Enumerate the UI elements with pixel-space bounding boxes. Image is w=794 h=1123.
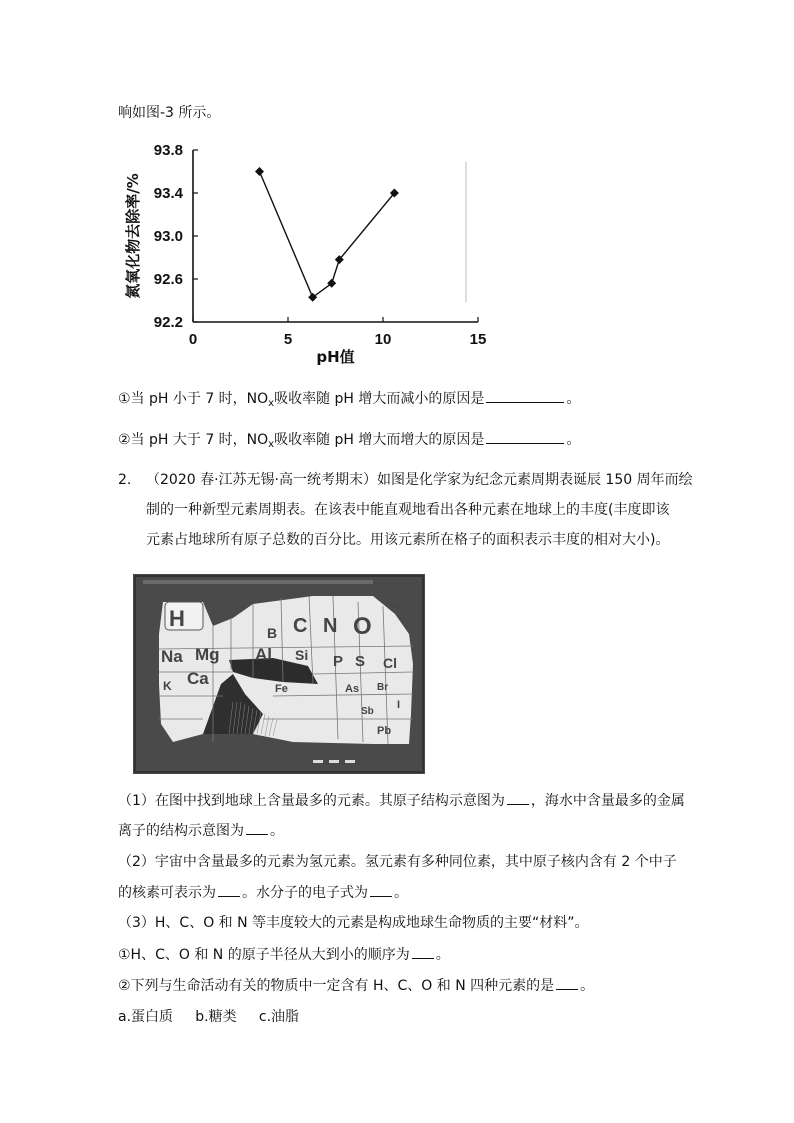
element-symbol: C	[293, 615, 308, 637]
x-tick-label: 10	[374, 331, 392, 348]
q1-item-1	[118, 388, 580, 414]
sub2-line-2-text-c: 。	[394, 885, 408, 901]
q2-line-2: 制的一种新型元素周期表。在该表中能直观地看出各种元素在地球上的丰度(丰度即该	[146, 502, 670, 518]
answer-blank[interactable]	[486, 388, 564, 403]
q2-line-1: （2020 春·江苏无锡·高一统考期末）如图是化学家为纪念元素周期表诞辰 150 周年而绘	[146, 472, 693, 488]
sub3-item-1-text: ①H、C、O 和 N 的原子半径从大到小的顺序为	[118, 947, 410, 963]
q2-line-3: 元素占地球所有原子总数的百分比。用该元素所在格子的面积表示丰度的相对大小)。	[146, 532, 670, 548]
sub2-line-1: （2）宇宙中含量最多的元素为氢元素。氢元素有多种同位素，其中原子核内含有 2 个中子	[118, 854, 677, 870]
element-symbol: N	[323, 615, 338, 637]
sub1-line-2	[118, 820, 284, 841]
intro-line: 响如图-3 所示。	[118, 105, 221, 121]
y-tick-label: 93.0	[153, 228, 183, 245]
answer-options: a.蛋白质 b.糖类 c.油脂	[118, 1009, 300, 1025]
q1-item-2-end: 。	[566, 432, 581, 448]
sub3-item-1	[118, 944, 450, 965]
element-symbol: Al	[255, 645, 272, 664]
y-tick-label: 92.2	[153, 314, 183, 331]
answer-blank[interactable]	[412, 944, 434, 959]
element-symbol: Pb	[377, 725, 392, 737]
x-tick-label: 0	[188, 331, 198, 348]
element-symbol: K	[163, 679, 172, 693]
element-symbol: S	[355, 653, 366, 670]
q1-item-2	[118, 429, 580, 455]
element-symbol: Si	[295, 647, 309, 663]
answer-blank[interactable]	[370, 882, 392, 897]
x-axis-title: pH值	[316, 348, 355, 366]
element-symbol: O	[353, 613, 372, 640]
answer-blank[interactable]	[246, 820, 268, 835]
answer-blank[interactable]	[218, 882, 240, 897]
data-point-marker	[255, 167, 264, 176]
element-symbol: Cl	[383, 655, 397, 671]
q1-item-1-sub: x	[268, 398, 275, 409]
sub3-item-1-end: 。	[435, 947, 450, 963]
element-symbol: P	[333, 653, 344, 670]
q1-item-2-sub: x	[268, 439, 275, 450]
q1-item-2-text-b: 吸收率随 pH 增大而增大的原因是	[274, 432, 485, 448]
element-symbol: Fe	[275, 683, 288, 695]
ph-removal-chart	[118, 132, 498, 372]
sub1-line-1	[118, 790, 685, 811]
element-symbol: B	[267, 625, 278, 641]
sub3-item-2-end: 。	[580, 978, 595, 994]
element-symbol: Mg	[195, 645, 220, 664]
y-tick-label: 92.6	[153, 271, 183, 288]
sub1-line-2-text-b: 。	[270, 823, 284, 839]
sub3-item-2-text: ②下列与生命活动有关的物质中一定含有 H、C、O 和 N 四种元素的是	[118, 978, 555, 994]
x-tick-label: 15	[469, 331, 487, 348]
sub3-item-2	[118, 975, 594, 996]
sub2-line-2-text-a: 的核素可表示为	[118, 885, 216, 901]
y-tick-label: 93.4	[153, 185, 183, 202]
chart-axes	[193, 150, 478, 322]
sub2-line-2	[118, 882, 408, 903]
q1-item-1-text-a: ①当 pH 小于 7 时，NO	[118, 391, 269, 407]
q1-item-2-text-a: ②当 pH 大于 7 时，NO	[118, 432, 269, 448]
element-symbol: Sb	[361, 706, 374, 717]
y-tick-label: 93.8	[153, 142, 183, 159]
q1-item-1-text-b: 吸收率随 pH 增大而减小的原因是	[274, 391, 485, 407]
sub1-line-1-text-b: ，海水中含量最多的金属	[530, 793, 685, 809]
sub2-line-2-text-b: 。水分子的电子式为	[242, 885, 368, 901]
element-symbol: He	[391, 603, 400, 610]
abundance-periodic-table-image	[133, 574, 425, 774]
sub1-line-1-text-a: （1）在图中找到地球上含量最多的元素。其原子结构示意图为	[118, 793, 505, 809]
sub3-line-1: （3）H、C、O 和 N 等丰度较大的元素是构成地球生命物质的主要“材料”。	[118, 915, 589, 931]
y-axis-title: 氮氧化物去除率/%	[124, 173, 142, 299]
element-symbol: As	[345, 683, 360, 695]
sub1-line-2-text-a: 离子的结构示意图为	[118, 823, 244, 839]
answer-blank[interactable]	[486, 429, 564, 444]
q2-number: 2.	[118, 472, 132, 488]
q1-item-1-end: 。	[566, 391, 581, 407]
answer-blank[interactable]	[507, 790, 529, 805]
element-symbol: Ca	[187, 669, 209, 688]
answer-blank[interactable]	[556, 975, 578, 990]
element-symbol: I	[397, 699, 401, 711]
element-symbol: Br	[377, 682, 389, 693]
series-line	[260, 172, 395, 298]
element-symbol: H	[169, 606, 185, 631]
element-symbol: Na	[161, 647, 183, 666]
x-tick-label: 5	[283, 331, 293, 348]
